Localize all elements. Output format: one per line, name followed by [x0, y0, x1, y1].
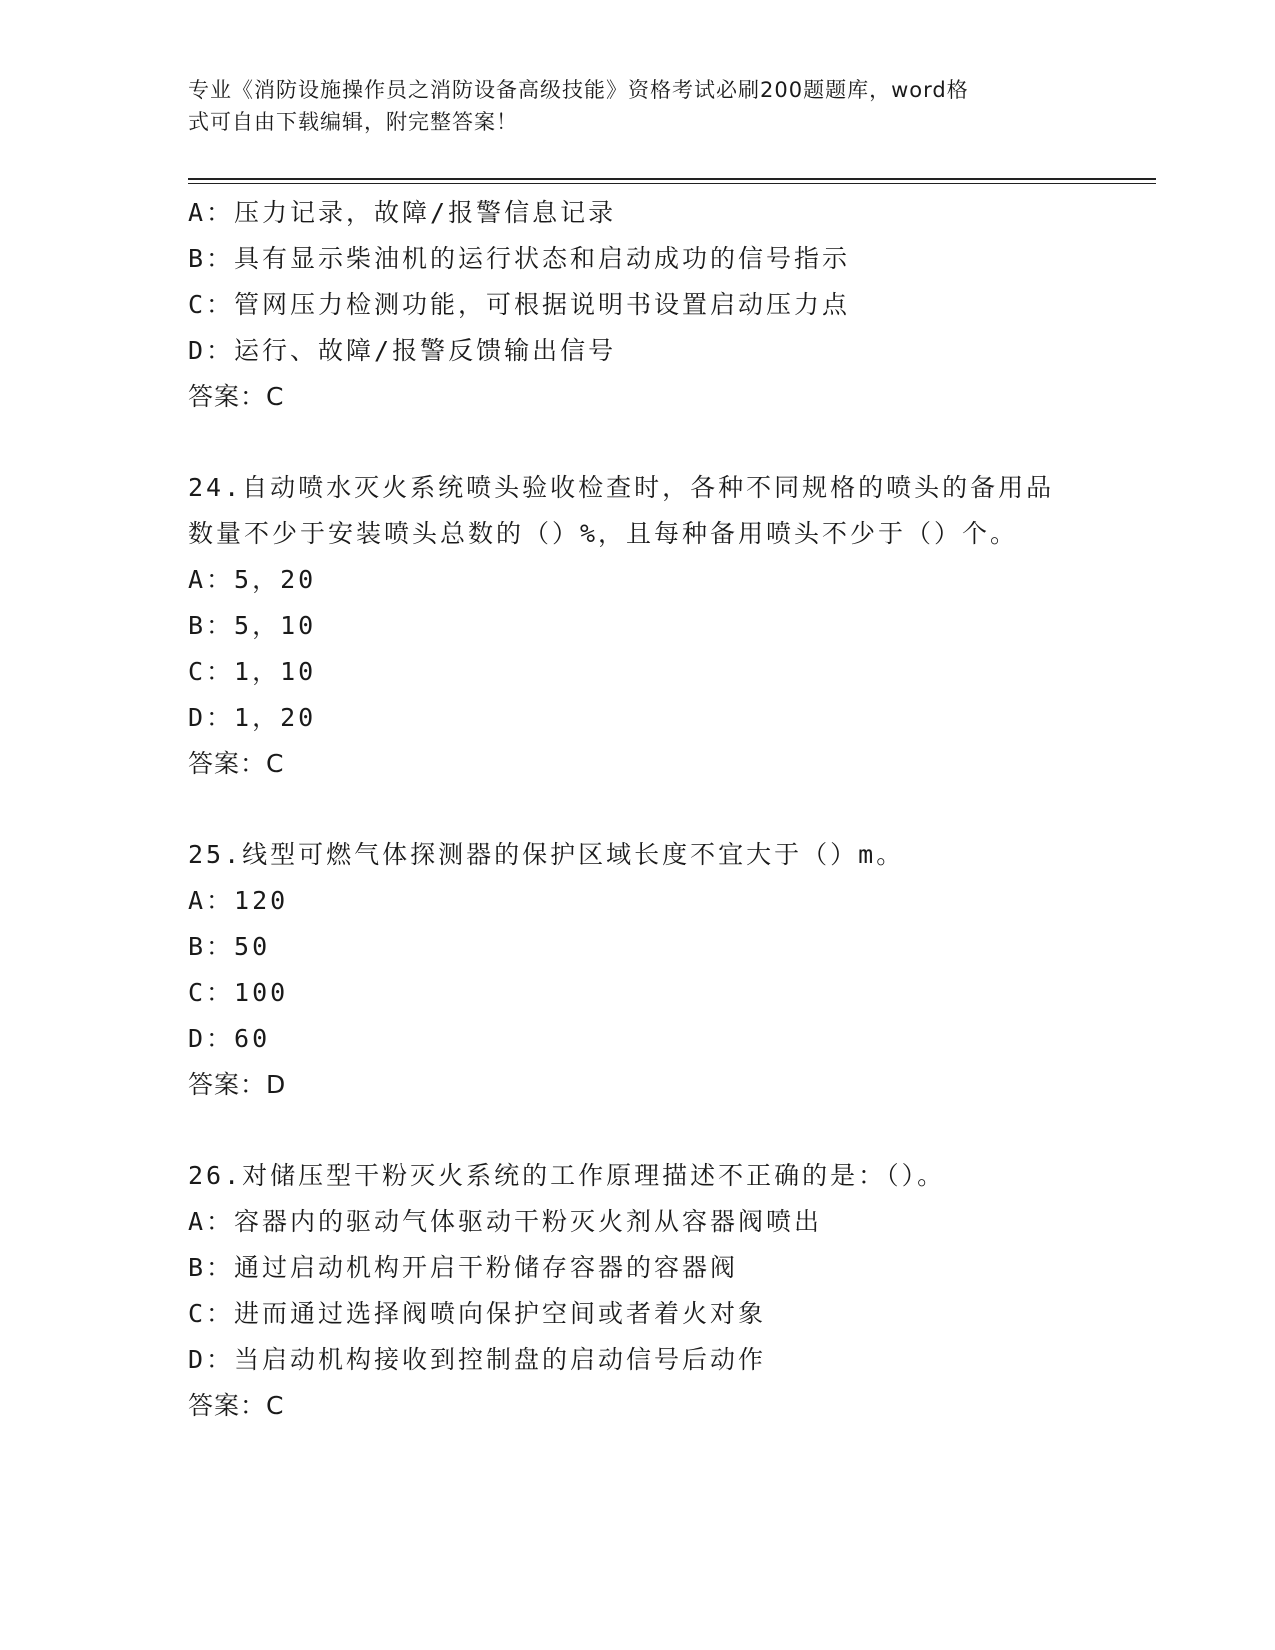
option-a: A：5，20	[188, 565, 317, 594]
option-c: C：100	[188, 978, 289, 1007]
option-c: C：1，10	[188, 657, 317, 686]
option-a: A：压力记录，故障/报警信息记录	[188, 198, 617, 227]
option-d: D：当启动机构接收到控制盘的启动信号后动作	[188, 1345, 767, 1374]
question-25	[188, 832, 1088, 1108]
answer-line: 答案：C	[188, 1391, 285, 1420]
header-line-1: 专业《消防设施操作员之消防设备高级技能》资格考试必刷200题题库，word格	[188, 78, 969, 102]
question-23-continued	[188, 190, 1088, 420]
option-a: A：容器内的驱动气体驱动干粉灭火剂从容器阀喷出	[188, 1207, 823, 1236]
question-stem: 26.对储压型干粉灭火系统的工作原理描述不正确的是：（）。	[188, 1161, 946, 1190]
question-stem: 25.线型可燃气体探测器的保护区域长度不宜大于（）m。	[188, 840, 905, 869]
answer-line: 答案：C	[188, 749, 285, 778]
option-d: D：1，20	[188, 703, 317, 732]
option-a: A：120	[188, 886, 289, 915]
header-divider-thin	[188, 183, 1156, 184]
question-stem: 数量不少于安装喷头总数的（）%，且每种备用喷头不少于（）个。	[188, 519, 1019, 548]
question-stem: 24.自动喷水灭火系统喷头验收检查时，各种不同规格的喷头的备用品	[188, 473, 1055, 502]
answer-line: 答案：D	[188, 1070, 287, 1099]
question-24	[188, 465, 1088, 787]
answer-line: 答案：C	[188, 382, 285, 411]
document-header	[188, 74, 1068, 138]
question-26	[188, 1153, 1088, 1429]
option-d: D：运行、故障/报警反馈输出信号	[188, 336, 617, 365]
header-divider-thick	[188, 178, 1156, 180]
option-c: C：进而通过选择阀喷向保护空间或者着火对象	[188, 1299, 767, 1328]
option-d: D：60	[188, 1024, 271, 1053]
option-c: C：管网压力检测功能，可根据说明书设置启动压力点	[188, 290, 851, 319]
option-b: B：通过启动机构开启干粉储存容器的容器阀	[188, 1253, 739, 1282]
document-body	[188, 190, 1088, 1429]
option-b: B：具有显示柴油机的运行状态和启动成功的信号指示	[188, 244, 851, 273]
option-b: B：5，10	[188, 611, 317, 640]
header-line-2: 式可自由下载编辑，附完整答案！	[188, 110, 518, 134]
option-b: B：50	[188, 932, 271, 961]
